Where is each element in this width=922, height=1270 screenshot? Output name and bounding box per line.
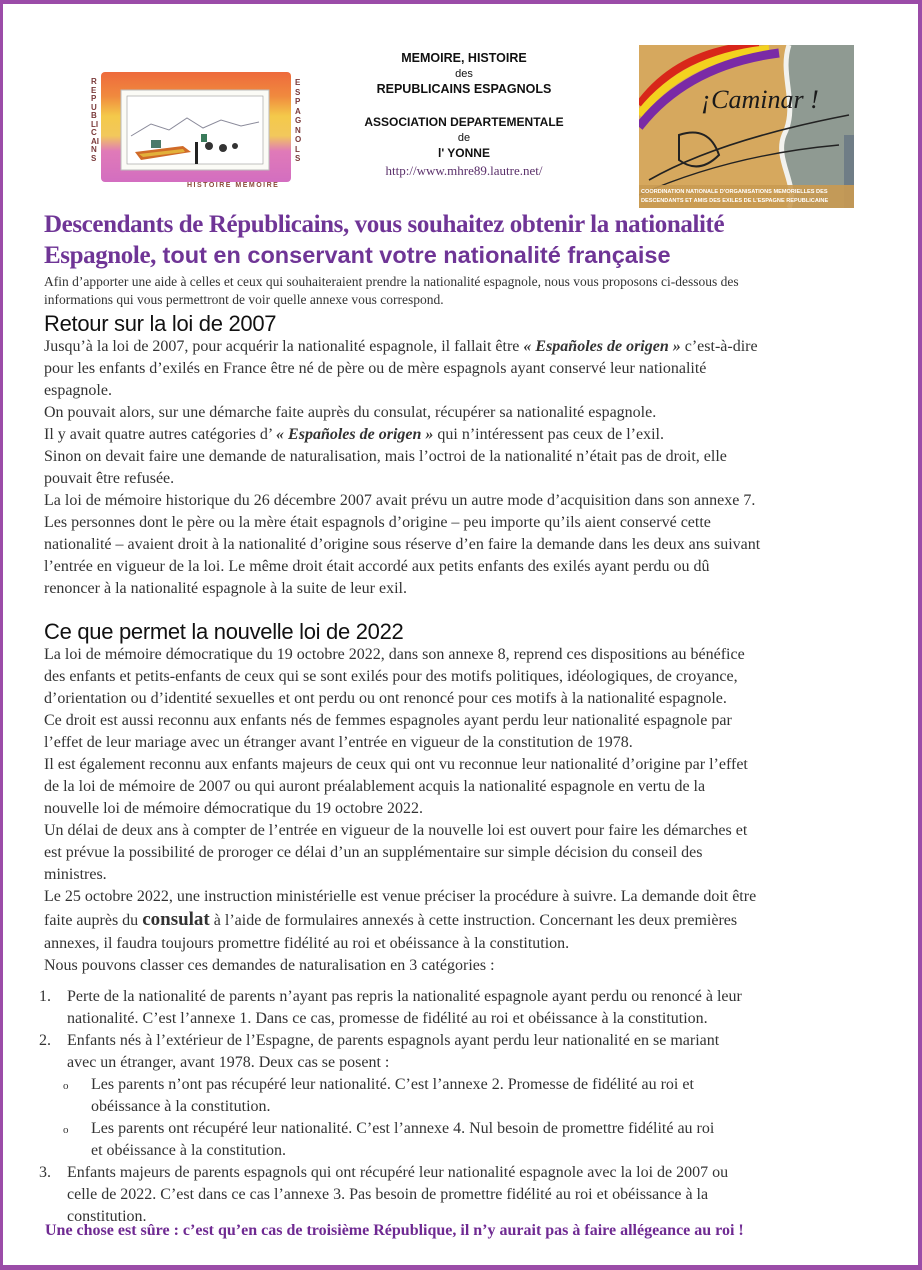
text: faite auprès du [44, 912, 143, 929]
sub-item-line: et obéissance à la constitution. [91, 1142, 287, 1159]
list-item-line: avec un étranger, avant 1978. Deux cas se posent : [67, 1054, 390, 1071]
list-item-line: Perte de la nationalité de parents n’ayant pas repris la nationalité espagnole ayant perdu ou renoncé à leur [67, 988, 742, 1005]
paragraph-line: Ce droit est aussi reconnu aux enfants nés de femmes espagnoles ayant perdu leur nationalité espagnole par [44, 712, 732, 729]
logo-side-text-left: REPUBLICAINS [91, 77, 99, 163]
header-line-memoire: MEMOIRE, HISTOIRE [401, 51, 527, 65]
circle-bullet-icon: o [63, 1080, 69, 1092]
list-item-line: Enfants nés à l’extérieur de l’Espagne, de parents espagnols ayant perdu leur nationalité en se mariant [67, 1032, 720, 1049]
headline-part-conservant: tout en conservant votre nationalité française [156, 242, 671, 268]
paragraph-line: Il est également reconnu aux enfants majeurs de ceux qui ont vu reconnue leur nationalité d’origine par l’effet [44, 756, 748, 773]
paragraph-line: l’effet de leur mariage avec un étranger avant l’entrée en vigueur de la constitution de 1978. [44, 734, 633, 751]
headline-part-espagnole: Espagnole, [44, 242, 157, 269]
header-line-des: des [455, 68, 473, 80]
list-number: 3. [39, 1164, 51, 1181]
header-line-yonne: l' YONNE [438, 146, 490, 160]
paragraph-line: Sinon on devait faire une demande de naturalisation, mais l’octroi de la nationalité n’était pas de droit, elle [44, 448, 727, 465]
section-2022-body [44, 644, 884, 977]
closing-statement: Une chose est sûre : c’est qu’en cas de troisième République, il n’y aurait pas à faire allégeance au roi ! [45, 1222, 744, 1239]
paragraph-line: nouvelle loi de mémoire démocratique du 19 octobre 2022. [44, 800, 423, 817]
paragraph-line: nationalité – avaient droit à la nationalité d’origine sous réserve d’en faire la demande dans les deux ans suivant [44, 536, 761, 553]
text: Il y avait quatre autres catégories d’ [44, 426, 277, 443]
categories-list [39, 986, 879, 1228]
header-line-republicains: REPUBLICAINS ESPAGNOLS [376, 82, 552, 96]
paragraph-line [44, 908, 884, 933]
sub-item-line: Les parents ont récupéré leur nationalité. C’est l’annexe 4. Nul besoin de promettre fidélité au roi [91, 1120, 715, 1137]
paragraph-line: La loi de mémoire démocratique du 19 octobre 2022, dans son annexe 8, reprend ces dispositions au bénéfice [44, 646, 745, 663]
right-logo-caminar [639, 45, 854, 208]
caminar-title: ¡Caminar ! [701, 85, 819, 114]
sub-list-item [39, 1118, 879, 1162]
headline-line-1: Descendants de Républicains, vous souhaitez obtenir la nationalité [44, 211, 725, 238]
list-item-line: Enfants majeurs de parents espagnols qui ont récupéré leur nationalité espagnole avec la loi de 2007 ou [67, 1164, 729, 1181]
paragraph-line: pour les enfants d’exilés en France être né de père ou de mère espagnols ayant conservé leur nationalité [44, 360, 707, 377]
paragraph: On pouvait alors, sur une démarche faite auprès du consulat, récupérer sa nationalité espagnole. [44, 404, 657, 421]
paragraph [44, 424, 884, 446]
paragraph-line: est prévue la possibilité de proroger ce délai d’un an supplémentaire sur simple décision du conseil des [44, 844, 703, 861]
text: c’est-à-dire [680, 338, 758, 355]
header-line-de: de [457, 132, 471, 144]
text: Jusqu’à la loi de 2007, pour acquérir la nationalité espagnole, il fallait être [44, 338, 524, 355]
caminar-caption-2: DESCENDANTS ET AMIS DES EXILES DE L'ESPAGNE REPUBLICAINE [641, 198, 829, 204]
logo-bottom-text: HISTOIRE MEMOIRE [187, 182, 280, 189]
left-logo [91, 60, 306, 194]
republican-flag-painting [91, 60, 306, 194]
list-item [39, 1030, 879, 1074]
section-title-2022: Ce que permet la nouvelle loi de 2022 [44, 619, 404, 644]
logo-side-text-right: ESPAGNOLS [295, 78, 302, 163]
paragraph-line: renoncer à la nationalité espagnole à la suite de leur exil. [44, 580, 407, 597]
text: qui n’intéressent pas ceux de l’exil. [433, 426, 664, 443]
intro-line-1: Afin d’apporter une aide à celles et ceux qui souhaiteraient prendre la nationalité espagnole, nous vous proposons ci-dessous des [44, 274, 739, 289]
paragraph-line: espagnole. [44, 382, 112, 399]
paragraph-line: de la loi de mémoire de 2007 ou qui auront préalablement acquis la nationalité espagnole en vertu de la [44, 778, 706, 795]
header-line-association: ASSOCIATION DEPARTEMENTALE [364, 115, 564, 129]
caminar-caption-1: COORDINATION NATIONALE D'ORGANISATIONS MEMORIELLES DES [641, 189, 828, 195]
paragraph-line: Un délai de deux ans à compter de l’entrée en vigueur de la nouvelle loi est ouvert pour faire les démarches et [44, 822, 748, 839]
paragraph [44, 336, 884, 358]
list-item [39, 1162, 879, 1228]
emphasis-espanoles-de-origen: « Españoles de origen » [276, 426, 434, 443]
emphasis-espanoles-de-origen: « Españoles de origen » [523, 338, 681, 355]
paragraph-line: l’entrée en vigueur de la loi. Le même droit était accordé aux petits enfants des exilés ayant perdu ou dû [44, 558, 710, 575]
list-number: 2. [39, 1032, 51, 1049]
caminar-illustration [639, 45, 854, 208]
paragraph-line: ministres. [44, 866, 107, 883]
sub-list-item [39, 1074, 879, 1118]
text: à l’aide de formulaires annexés à cette instruction. Concernant les deux premières [209, 912, 738, 929]
paragraph-line: Le 25 octobre 2022, une instruction ministérielle est venue préciser la procédure à suivre. La demande doit être [44, 888, 757, 905]
circle-bullet-icon: o [63, 1124, 69, 1136]
emphasis-consulat: consulat [142, 909, 210, 930]
page-headline [44, 210, 884, 271]
paragraph-line: Nous pouvons classer ces demandes de naturalisation en 3 catégories : [44, 957, 495, 974]
list-item-line: celle de 2022. C’est dans ce cas l’annexe 3. Pas besoin de promettre fidélité au roi et obéissance à la [67, 1186, 709, 1203]
list-item-line: nationalité. C’est l’annexe 1. Dans ce cas, promesse de fidélité au roi et obéissance à la constitution. [67, 1010, 708, 1027]
section-title-2007: Retour sur la loi de 2007 [44, 311, 277, 336]
section-2007-body [44, 336, 884, 600]
association-header [333, 50, 595, 179]
intro-paragraph [44, 273, 884, 309]
paragraph-line: pouvait être refusée. [44, 470, 175, 487]
paragraph-line: d’orientation ou d’identité sexuelles et ont perdu ou ont renoncé pour ces motifs à la nationalité espagnole. [44, 690, 727, 707]
paragraph-line: Les personnes dont le père ou la mère était espagnols d’origine – peu importe qu’ils aient conservé cette [44, 514, 711, 531]
sub-item-line: Les parents n’ont pas récupéré leur nationalité. C’est l’annexe 2. Promesse de fidélité au roi et [91, 1076, 694, 1093]
list-item-line: constitution. [67, 1208, 147, 1225]
intro-line-2: informations qui vous permettront de voir quelle annexe vous correspond. [44, 292, 444, 307]
headline-line-2 [44, 240, 884, 271]
list-item [39, 986, 879, 1030]
paragraph: La loi de mémoire historique du 26 décembre 2007 avait prévu un autre mode d’acquisition dans son annexe 7. [44, 492, 756, 509]
website-link[interactable]: http://www.mhre89.lautre.net/ [385, 163, 543, 178]
paragraph-line: annexes, il faudra toujours promettre fidélité au roi et obéissance à la constitution. [44, 935, 570, 952]
paragraph-line: des enfants et petits-enfants de ceux qui se sont exilés pour des motifs politiques, idéologiques, de croyance, [44, 668, 738, 685]
list-number: 1. [39, 988, 51, 1005]
sub-item-line: obéissance à la constitution. [91, 1098, 271, 1115]
